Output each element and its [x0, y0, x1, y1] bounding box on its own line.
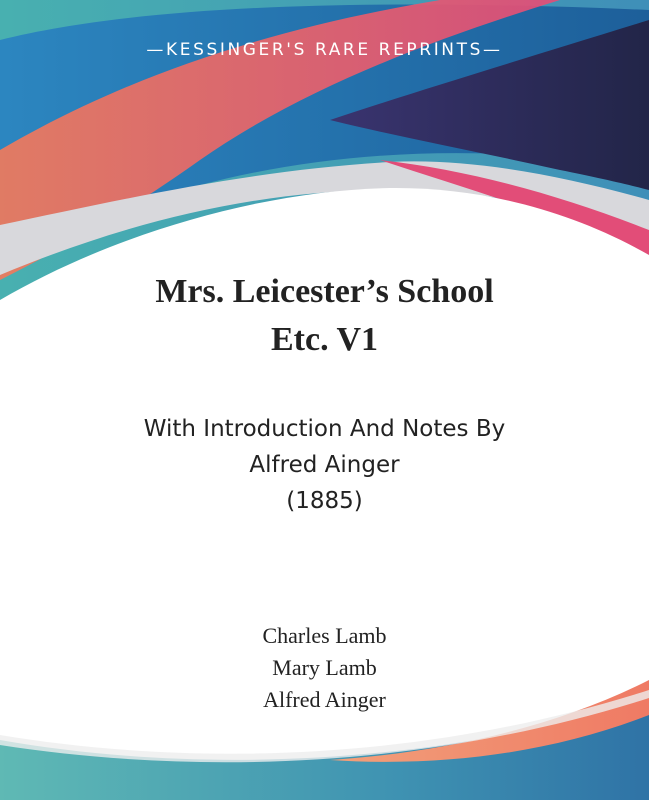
book-title [0, 268, 649, 364]
subtitle-line: (1885) [286, 488, 363, 514]
title-line: Mrs. Leicester’s School [155, 273, 494, 310]
author-list [0, 620, 649, 716]
author-name: Alfred Ainger [263, 687, 386, 712]
publisher-name: —KESSINGER'S RARE REPRINTS— [146, 40, 503, 60]
author-name: Charles Lamb [262, 623, 387, 648]
book-subtitle [0, 411, 649, 519]
title-line: Etc. V1 [270, 321, 379, 358]
subtitle-line: With Introduction And Notes By [143, 416, 506, 442]
publisher-banner [0, 40, 649, 60]
subtitle-line: Alfred Ainger [249, 452, 400, 478]
author-name: Mary Lamb [272, 655, 377, 680]
